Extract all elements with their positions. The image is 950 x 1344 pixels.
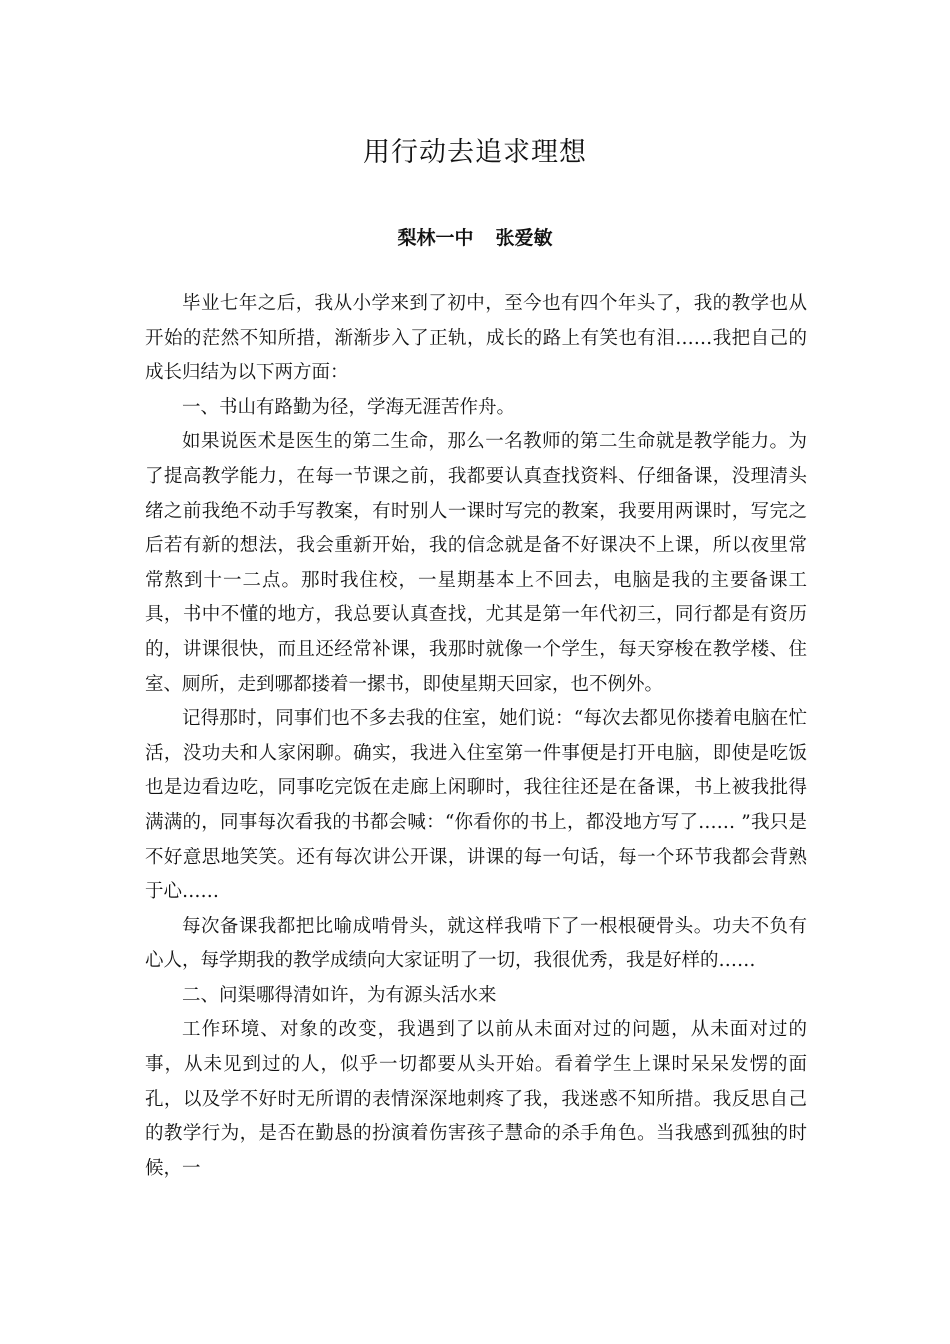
paragraph: 如果说医术是医生的第二生命，那么一名教师的第二生命就是教学能力。为了提高教学能力，在每一节课之前，我都要认真查找资料、仔细备课，没理清头绪之前我绝不动手写教案，有时别人一课时写完的教案，我要用两课时，写完之后若有新的想法，我会重新开始，我的信念就是备不好课决不上课，所以夜里常常熬到十一二点。那时我住校，一星期基本上不回去，电脑是我的主要备课工具，书中不懂的地方，我总要认真查找，尤其是第一年代初三，同行都是有资历的，讲课很快，而且还经常补课，我那时就像一个学生，每天穿梭在教学楼、住室、厕所，走到哪都搂着一摞书，即使星期天回家，也不例外。 [145, 431, 807, 695]
section-heading-2: 二、问渠哪得清如许，为有源头活水来 [182, 984, 497, 1006]
document-body [145, 287, 807, 1186]
paragraph: 记得那时，同事们也不多去我的住室，她们说：“每次去都见你搂着电脑在忙活，没功夫和人家闲聊。确实，我进入住室第一件事便是打开电脑，即使是吃饭也是边看边吃，同事吃完饭在走廊上闲聊时，我往往还是在备课，书上被我批得满满的，同事每次看我的书都会喊：“你看你的书上，都没地方写了…… ”我只是不好意思地笑笑。还有每次讲公开课，讲课的每一句话，每一个环节我都会背熟于心…… [145, 708, 807, 903]
author-name: 张爱敏 [495, 227, 553, 249]
section-heading-1: 一、书山有路勤为径，学海无涯苦作舟。 [182, 396, 516, 418]
paragraph: 毕业七年之后，我从小学来到了初中，至今也有四个年头了，我的教学也从开始的茫然不知所措，渐渐步入了正轨，成长的路上有笑也有泪……我把自己的成长归结为以下两方面： [145, 293, 807, 384]
document-title: 用行动去追求理想 [363, 137, 587, 168]
author-line [0, 223, 950, 250]
paragraph: 工作环境、对象的改变，我遇到了以前从未面对过的问题，从未面对过的事，从未见到过的人，似乎一切都要从头开始。看着学生上课时呆呆发愣的面孔，以及学不好时无所谓的表情深深地刺疼了我，我迷惑不知所措。我反思自己的教学行为，是否在勤恳的扮演着伤害孩子慧命的杀手角色。当我感到孤独的时候，一 [145, 1019, 807, 1179]
author-school: 梨林一中 [397, 227, 474, 249]
paragraph: 每次备课我都把比喻成啃骨头，就这样我啃下了一根根硬骨头。功夫不负有心人，每学期我的教学成绩向大家证明了一切，我很优秀，我是好样的…… [145, 915, 807, 972]
